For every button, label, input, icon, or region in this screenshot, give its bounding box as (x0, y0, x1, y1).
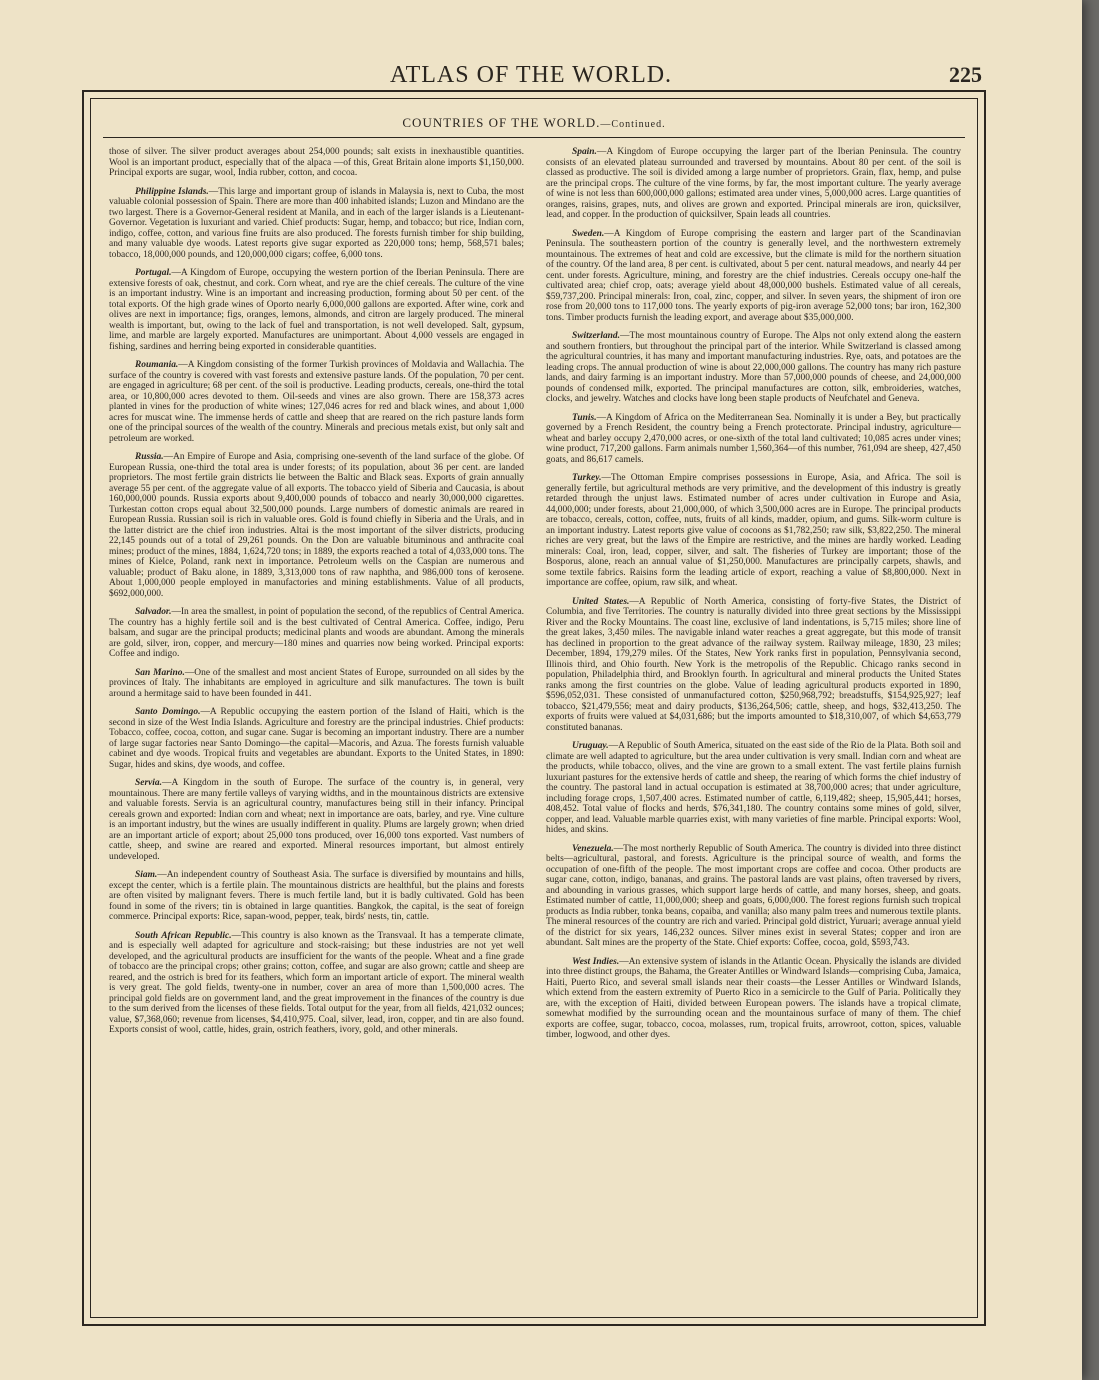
page-frame (82, 90, 986, 1326)
entry-text: An extensive system of islands in the Atlantic Ocean. Physically the islands are divided into three distinct groups, the Bahama, the Greater Antilles or Windward Islands—comprising Cuba, Jamaica, Haiti, Puerto Rico, and several small islands near their coasts—the Lesser Antilles or Windward Islands, which extend from the eastern extremity of Puerto Rico in a semicircle to the Gulf of Paria. Politically they are, with the exception of Haiti, divided between European powers. The islands have a tropical climate, somewhat modified by the surrounding ocean and the mountainous surface of many of them. The chief exports are coffee, sugar, tobacco, cocoa, molasses, rum, tropical fruits, arrowroot, cotton, spices, valuable timber, logwood, and other dyes. (546, 956, 961, 1040)
entry: Turkey.—The Ottoman Empire comprises possessions in Europe, Asia, and Africa. The soil is generally fertile, but agricultural methods are very primitive, and the development of this industry is greatly retarded through the unjust laws. Estimated number of acres under cultivation in Europe and Asia, 44,000,000; under forests, about 21,000,000, of which 3,500,000 acres are in Europe. The principal products are tobacco, cereals, cotton, coffee, nuts, fruits of all kinds, madder, opium, and gums. Silk-worm culture is an important industry. Latest reports give value of cocoons as $1,782,250; raw silk, $3,822,250. The mineral riches are very great, but the laws of the Empire are restrictive, and the mines are hardly worked. Leading minerals: Coal, iron, lead, copper, silver, and salt. The fisheries of Turkey are important; those of the Bosporus, alone, reach an annual value of $1,250,000. Manufactures are principally carpets, shawls, and some textile fabrics. Raisins form the leading article of export, reaching a value of $8,800,000. Next in importance are coffee, opium, raw silk, and wheat. (546, 473, 961, 588)
entry-text: An independent country of Southeast Asia. The surface is diversified by mountains and hills, except the center, which is a fertile plain. The mountainous districts are healthful, but the plains and forests are often visited by malignant fevers. There is much fertile land, but it is badly cultivated. Gold has been found in some of the rivers; tin is obtained in large quantities. Bangkok, the capital, is the seat of foreign commerce. Principal exports: Rice, sapan-wood, pepper, teak, birds' nests, tin, cattle. (109, 870, 524, 922)
section-title-continued: —Continued. (600, 119, 666, 130)
entry-text: One of the smallest and most ancient States of Europe, surrounded on all sides by the provinces of Italy. The inhabitants are employed in agriculture and silk manufactures. The town is built around a hermitage said to have been founded in 441. (109, 667, 524, 699)
entry-name: Russia. (135, 452, 164, 462)
entry-text: A Kingdom of Europe comprising the eastern and larger part of the Scandinavian Peninsula. The southeastern portion of the country is generally level, and the northwestern extremely mountainous. The extremes of heat and cold are excessive, but the climate is mild for the northern situation of the country. Of the land area, 8 per cent. is cultivated, about 5 per cent. natural meadows, and nearly 44 per cent. under forests. Agriculture, mining, and forestry are the chief industries. Cereals occupy one-half the cultivated area; chief crop, oats; average yield about 48,000,000 bushels. Estimated value of all cereals, $59,737,200. Principal minerals: Iron, coal, zinc, copper, and silver. In seven years, the shipment of iron ore rose from 20,000 tons to 117,000 tons. The yearly exports of pig-iron average 52,000 tons; bar iron, 162,300 tons. Timber products furnish the leading export, and average about $35,000,000. (546, 228, 961, 323)
entry-text: An Empire of Europe and Asia, comprising one-seventh of the land surface of the globe. Of European Russia, one-third the total area is under forests; of its population, about 36 per cent. are landed proprietors. The most fertile grain districts lie between the Baltic and Black seas. Exports of grain annually average 55 per cent. of the aggregate value of all exports. The tobacco yield of Siberia and Caucasia, is about 160,000,000 pounds. Russia exports about 9,400,000 pounds of tobacco and nearly 30,000,000 cigarettes. Turkestan cotton crops equal about 32,500,000 pounds. Large numbers of domestic animals are reared in European Russia. Russian soil is rich in valuable ores. Gold is found chiefly in Siberia and the Urals, and in the latter district are the chief iron industries. Altai is the most important of the silver districts, producing 22,145 pounds out of a total of 29,261 pounds. On the Don are valuable bituminous and anthracite coal mines; product of the mines, 1884, 1,624,720 tons; in 1889, the exports reached a total of 4,033,000 tons. The mines of Kielce, Poland, rank next in importance. Petroleum wells on the Caspian are numerous and valuable; product of Baku alone, in 1889, 3,313,000 tons of raw naphtha, and 986,000 tons of kerosene. About 1,000,000 people employed in manufactories and mining establishments. Value of all products, $692,000,000. (109, 452, 524, 599)
entry-text: This large and important group of islands in Malaysia is, next to Cuba, the most valuable colonial possession of Spain. There are more than 400 inhabited islands; Luzon and Mindano are the two largest. There is a Governor-General resident at Manila, and in each of the larger islands is a Lieutenant-Governor. Vegetation is luxuriant and varied. Chief products: Sugar, hemp, and tobacco; but rice, Indian corn, indigo, coffee, cotton, and various fine fruits are also produced. The forests furnish timber for ship building, and many valuable dye woods. Latest reports give sugar exported as 220,000 tons; hemp, 568,571 bales; tobacco, 18,000,000 pounds, and 120,000,000 cigars; coffee, 6,000 tons. (109, 186, 524, 260)
entry-name: Spain. (572, 147, 597, 157)
entry-text: In area the smallest, in point of population the second, of the republics of Central America. The country has a highly fertile soil and is the best cultivated of Central America. Coffee, indigo, Peru balsam, and sugar are the principal products; medicinal plants and woods are abundant. Among the minerals are gold, silver, iron, copper, and mercury—180 mines and quarries now being worked. Principal exports: Coffee and indigo. (109, 607, 524, 659)
entry-name: Turkey. (572, 473, 602, 483)
entry: Russia.—An Empire of Europe and Asia, comprising one-seventh of the land surface of the globe. Of European Russia, one-third the total area is under forests; of its population, about 36 per cent. are landed proprietors. The most fertile grain districts lie between the Baltic and Black seas. Exports of grain annually average 55 per cent. of the aggregate value of all exports. The tobacco yield of Siberia and Caucasia, is about 160,000,000 pounds. Russia exports about 9,400,000 pounds of tobacco and nearly 30,000,000 cigarettes. Turkestan cotton crops equal about 32,500,000 pounds. Large numbers of domestic animals are reared in European Russia. Russian soil is rich in valuable ores. Gold is found chiefly in Siberia and the Urals, and in the latter district are the chief iron industries. Altai is the most important of the silver districts, producing 22,145 pounds out of a total of 29,261 pounds. On the Don are valuable bituminous and anthracite coal mines; product of the mines, 1884, 1,624,720 tons; in 1889, the exports reached a total of 4,033,000 tons. The mines of Kielce, Poland, rank next in importance. Petroleum wells on the Caspian are numerous and valuable; product of Baku alone, in 1889, 3,313,000 tons of raw naphtha, and 986,000 tons of kerosene. About 1,000,000 people employed in manufactories and mining establishments. Value of all products, $692,000,000. (109, 452, 524, 599)
entry: Roumania.—A Kingdom consisting of the former Turkish provinces of Moldavia and Wallachia. The surface of the country is covered with vast forests and extensive pasture lands. Of the population, 70 per cent. are engaged in agriculture; 68 per cent. of the soil is productive. Leading products, cereals, one-third the total area, or 10,800,000 acres devoted to them. Oil-seeds and vines are also grown. There are 158,373 acres planted in vines for the production of white wines; 127,046 acres for red and black wines, and about 1,000 acres for muscat wine. The immense herds of cattle and sheep that are reared on the rich pasture lands form one of the principal sources of the wealth of the country. Minerals and precious metals exist, but only salt and petroleum are worked. (109, 360, 524, 444)
running-head (80, 62, 982, 92)
running-title: ATLAS OF THE WORLD. (389, 62, 673, 88)
entry: Servia.—A Kingdom in the south of Europe. The surface of the country is, in general, very mountainous. There are many fertile valleys of varying widths, and in the mountainous districts are extensive and valuable forests. Servia is an agricultural country, manufactures being still in their infancy. Principal cereals grown and exported: Indian corn and wheat; next in importance are oats, barley, and rye. Vine culture is an important industry, but the wines are usually indifferent in quality. Plums are largely grown; when dried are an important article of export; about 25,000 tons produced, over 16,000 tons exported. Vast numbers of cattle, sheep, and swine are reared and exported. Mineral resources important, but almost entirely undeveloped. (109, 778, 524, 862)
page-number: 225 (949, 62, 982, 87)
entry-name: United States. (572, 596, 630, 607)
entry-text: A Republic of South America, situated on the east side of the Rio de la Plata. Both soil and climate are well adapted to agriculture, but the area under cultivation is very small. Indian corn and wheat are the products, while tobacco, olives, and the vine are grown to a small extent. The vast fertile plains furnish luxuriant pastures for the extensive herds of cattle and sheep, the rearing of which forms the chief industry of the country. The pastoral land in actual occupation is estimated at 38,700,000 acres; that under agriculture, including forage crops, 1,507,400 acres. Estimated number of cattle, 6,119,482; sheep, 15,905,441; horses, 408,452. Total value of flocks and herds, $76,341,180. The country contains some mines of gold, silver, copper, and lead. Valuable marble quarries exist, with many varieties of fine marble. Principal exports: Wool, hides, and skins. (546, 741, 961, 835)
title-divider (103, 137, 965, 138)
entry: Tunis.—A Kingdom of Africa on the Mediterranean Sea. Nominally it is under a Bey, but practically governed by a French Resident, the country being a French protectorate. Principal industry, agriculture—wheat and barley occupy 2,470,000 acres, or one-sixth of the total land cultivated; 10,085 acres under vines; wine product, 717,200 gallons. Farm animals number 1,560,364—of this number, 761,094 are sheep, 427,450 goats, and 86,617 camels. (546, 412, 961, 465)
entry: Philippine Islands.—This large and important group of islands in Malaysia is, next to Cuba, the most valuable colonial possession of Spain. There are more than 400 inhabited islands; Luzon and Mindano are the two largest. There is a Governor-General resident at Manila, and in each of the larger islands is a Lieutenant-Governor. Vegetation is luxuriant and varied. Chief products: Sugar, hemp, and tobacco; but rice, Indian corn, indigo, coffee, cotton, and various fine fruits are also produced. The forests furnish timber for ship building, and many valuable dye woods. Latest reports give sugar exported as 220,000 tons; hemp, 568,571 bales; tobacco, 18,000,000 pounds, and 120,000,000 cigars; coffee, 6,000 tons. (109, 186, 524, 260)
entry-name: Sweden. (572, 228, 605, 239)
continuation-paragraph: those of silver. The silver product averages about 254,000 pounds; salt exists in inexhaustible quantities. Wool is an important product, especially that of the alpaca —of this, Great Britain alone imports $1,150,000. Principal exports are sugar, wool, India rubber, cotton, and cocoa. (109, 147, 524, 178)
entry: West Indies.—An extensive system of islands in the Atlantic Ocean. Physically the islands are divided into three distinct groups, the Bahama, the Greater Antilles or Windward Islands—comprising Cuba, Jamaica, Haiti, Puerto Rico, and several small islands near their coasts—the Lesser Antilles or Windward Islands, which extend from the eastern extremity of Puerto Rico in a semicircle to the Gulf of Paria. Politically they are, with the exception of Haiti, divided between European powers. The islands have a tropical climate, somewhat modified by the surrounding ocean and the mountainous surface of many of them. The chief exports are coffee, sugar, tobacco, cocoa, molasses, rum, tropical fruits, arrowroot, cotton, spices, valuable timber, logwood, and other dyes. (546, 956, 961, 1040)
entry-name: Philippine Islands. (135, 186, 209, 197)
section-title-text: COUNTRIES OF THE WORLD. (402, 115, 601, 130)
left-column (109, 147, 524, 1301)
entry: Venezuela.—The most northerly Republic of South America. The country is divided into three distinct belts—agricultural, pastoral, and forests. Agriculture is the principal source of wealth, and forms the occupation of one-fifth of the people. The most important crops are coffee and cocoa. Other products are sugar cane, cotton, indigo, bananas, and grains. The pastoral lands are vast plains, often traversed by rivers, and abounding in various grasses, which support large herds of cattle, and many horses, sheep, and goats. Estimated number of cattle, 11,000,000; sheep and goats, 6,000,000. The forest regions furnish such tropical products as India rubber, tonka beans, copaiba, and vanilla; also many palm trees and numerous textile plants. The mineral resources of the country are rich and varied. Principal gold district, Yuruari; average annual yield of the district for six years, 146,232 ounces. Silver mines exist in several States; copper and iron are abundant. Salt mines are the property of the State. Chief exports: Coffee, cocoa, gold, $593,743. (546, 843, 961, 948)
entry-name: Venezuela. (572, 843, 614, 854)
entry: United States.—A Republic of North America, consisting of forty-five States, the District of Columbia, and five Territories. The country is naturally divided into three great sections by the Mississippi River and the Rocky Mountains. The coast line, exclusive of land indentations, is 5,715 miles; shore line of the great lakes, 3,450 miles. The navigable inland water reaches a great aggregate, but this mode of transit has declined in proportion to the great advance of the railway system. Railway mileage, 1830, 23 miles; December, 1894, 179,279 miles. Of the States, New York ranks first in population, Pennsylvania second, Illinois third, and Ohio fourth. New York is the metropolis of the Republic. Chicago ranks second in population, Philadelphia third, and Brooklyn fourth. In agricultural and mineral products the United States ranks among the first countries on the globe. Value of leading agricultural products exported in 1890, $596,052,031. These consisted of unmanufactured cotton, $250,968,792; breadstuffs, $154,925,927; leaf tobacco, $21,479,556; meat and dairy products, $136,264,506; cattle, sheep, and hogs, $32,413,250. The exports of fruits were valued at $4,031,686; but the imports amounted to $18,310,007, of which $4,653,779 constituted bananas. (546, 596, 961, 733)
entry-name: Servia. (135, 778, 162, 788)
section-title (91, 115, 977, 131)
entry-text: The Ottoman Empire comprises possessions in Europe, Asia, and Africa. The soil is generally fertile, but agricultural methods are very primitive, and the development of this industry is greatly retarded through the unjust laws. Estimated number of acres under cultivation in Europe and Asia, 44,000,000; under forests, about 21,000,000, of which 3,500,000 acres are in Europe. The principal products are tobacco, cereals, cotton, coffee, nuts, fruits of all kinds, madder, opium, and gums. Silk-worm culture is an important industry. Latest reports give value of cocoons as $1,782,250; raw silk, $3,822,250. The mineral riches are very great, but the laws of the Empire are restrictive, and the mines are hardly worked. Leading minerals: Coal, iron, lead, copper, silver, and salt. The fisheries of Turkey are important; those of the Bosporus, alone, reach an annual value of $1,250,000. Manufactures are principally carpets, shawls, and some textile fabrics. Raisins form the leading article of export, reaching a value of $8,800,000. Next in importance are coffee, opium, raw silk, and wheat. (546, 473, 961, 588)
entry: Sweden.—A Kingdom of Europe comprising the eastern and larger part of the Scandinavian Peninsula. The southeastern portion of the country is generally level, and the northwestern extremely mountainous. The extremes of heat and cold are excessive, but the climate is mild for the northern situation of the country. Of the land area, 8 per cent. is cultivated, about 5 per cent. natural meadows, and nearly 44 per cent. under forests. Agriculture, mining, and forestry are the chief industries. Cereals occupy one-half the cultivated area; chief crop, oats; average yield about 48,000,000 bushels. Estimated value of all cereals, $59,737,200. Principal minerals: Iron, coal, zinc, copper, and silver. In seven years, the shipment of iron ore rose from 20,000 tons to 117,000 tons. The yearly exports of pig-iron average 52,000 tons; bar iron, 162,300 tons. Timber products furnish the leading export, and average about $35,000,000. (546, 228, 961, 323)
entry-name: Portugal. (135, 268, 172, 278)
entry: Portugal.—A Kingdom of Europe, occupying the western portion of the Iberian Peninsula. There are extensive forests of oak, chestnut, and cork. Corn wheat, and rye are the chief cereals. The culture of the vine is an important industry. Wine is an important and increasing production, forming about 50 per cent. of the total exports. Of the high grade wines of Oporto nearly 6,000,000 gallons are exported. After wine, cork and olives are next in importance; figs, oranges, lemons, almonds, and citron are largely produced. The mineral wealth is important, but, owing to the lack of fuel and transportation, is not well developed. Salt, gypsum, lime, and marble are largely exported. Manufactures are unimportant. About 4,000 vessels are engaged in fishing, sardines and herring being exported in considerable quantities. (109, 268, 524, 352)
entry-text: A Kingdom of Europe occupying the larger part of the Iberian Peninsula. The country consists of an elevated plateau surrounded and traversed by mountains. About 80 per cent. of the soil is classed as productive. The soil is divided among a large number of proprietors. Grain, flax, hemp, and pulse are the principal crops. The culture of the vine forms, by far, the most important culture. The yearly average of wine is not less than 600,000,000 gallons; estimated area under vines, 5,000,000 acres. Large quantities of oranges, raisins, grapes, nuts, and olives are grown and exported. Principal minerals are iron, quicksilver, lead, and copper. In the production of quicksilver, Spain leads all countries. (546, 147, 961, 220)
entry-text: A Kingdom of Europe, occupying the western portion of the Iberian Peninsula. There are extensive forests of oak, chestnut, and cork. Corn wheat, and rye are the chief cereals. The culture of the vine is an important industry. Wine is an important and increasing production, forming about 50 per cent. of the total exports. Of the high grade wines of Oporto nearly 6,000,000 gallons are exported. After wine, cork and olives are next in importance; figs, oranges, lemons, almonds, and citron are largely produced. The mineral wealth is important, but, owing to the lack of fuel and transportation, is not well developed. Salt, gypsum, lime, and marble are largely exported. Manufactures are unimportant. About 4,000 vessels are engaged in fishing, sardines and herring being exported in considerable quantities. (109, 268, 524, 352)
entry: Salvador.—In area the smallest, in point of population the second, of the republics of Central America. The country has a highly fertile soil and is the best cultivated of Central America. Coffee, indigo, Peru balsam, and sugar are the principal products; medicinal plants and woods are abundant. Among the minerals are gold, silver, iron, copper, and mercury—180 mines and quarries now being worked. Principal exports: Coffee and indigo. (109, 607, 524, 659)
entry-name: Tunis. (572, 412, 597, 423)
entry-text: The most mountainous country of Europe. The Alps not only extend along the eastern and southern frontiers, but throughout the principal part of the interior. While Switzerland is classed among the agricultural countries, it has many and important manufacturing industries. Rye, oats, and potatoes are the leading crops. The annual production of wine is about 22,000,000 gallons. The country has many rich pasture lands, and dairy farming is an important industry. More than 57,000,000 pounds of cheese, and 24,000,000 pounds of condensed milk, exported. The principal manufactures are cotton, silk, embroideries, watches, clocks, and jewelry. Watches and clocks have long been staple products of Neufchatel and Geneva. (546, 331, 961, 404)
entry-name: Uruguay. (572, 741, 609, 751)
entry: Spain.—A Kingdom of Europe occupying the larger part of the Iberian Peninsula. The country consists of an elevated plateau surrounded and traversed by mountains. About 80 per cent. of the soil is classed as productive. The soil is divided among a large number of proprietors. Grain, flax, hemp, and pulse are the principal crops. The culture of the vine forms, by far, the most important culture. The yearly average of wine is not less than 600,000,000 gallons; estimated area under vines, 5,000,000 acres. Large quantities of oranges, raisins, grapes, nuts, and olives are grown and exported. Principal minerals are iron, quicksilver, lead, and copper. In the production of quicksilver, Spain leads all countries. (546, 147, 961, 220)
text-columns (109, 147, 961, 1301)
entry-text: A Kingdom consisting of the former Turkish provinces of Moldavia and Wallachia. The surface of the country is covered with vast forests and extensive pasture lands. Of the population, 70 per cent. are engaged in agriculture; 68 per cent. of the soil is productive. Leading products, cereals, one-third the total area, or 10,800,000 acres devoted to them. Oil-seeds and vines are also grown. There are 158,373 acres planted in vines for the production of white wines; 127,046 acres for red and black wines, and about 1,000 acres for muscat wine. The immense herds of cattle and sheep that are reared on the rich pasture lands form one of the principal sources of the wealth of the country. Minerals and precious metals exist, but only salt and petroleum are worked. (109, 360, 524, 444)
entry-name: South African Republic. (135, 930, 232, 941)
entry-name: Salvador. (135, 607, 172, 617)
entry: Santo Domingo.—A Republic occupying the eastern portion of the Island of Haiti, which is the second in size of the West India Islands. Agriculture and forestry are the principal industries. Chief products: Tobacco, coffee, cocoa, cotton, and sugar cane. Sugar is becoming an important industry. There are a number of large sugar factories near Santo Domingo—the capital—Macoris, and Azua. The forests furnish valuable cabinet and dye woods. Tropical fruits and vegetables are abundant. Exports to the United States, in 1890: Sugar, hides and skins, dye woods, and coffee. (109, 707, 524, 770)
entry-name: San Marino. (135, 667, 185, 678)
entry-text: This country is also known as the Transvaal. It has a temperate climate, and is especially well adapted for agriculture and stock-raising; but these industries are not yet well developed, and the agricultural products are insufficient for the wants of the people. Wheat and a fine grade of tobacco are the principal crops; other grains; cotton, coffee, and sugar are also grown; cattle and sheep are reared, and the ostrich is bred for its feathers, which form an important article of export. The mineral wealth is very great. The gold fields, twenty-one in number, cover an area of more than 1,500,000 acres. The principal gold fields are on government land, and the great improvement in the finances of the country is due to the sum derived from the licenses of these fields. Total output for the year, from all fields, 421,032 ounces; value, $7,368,060; revenue from licenses, $4,410,975. Coal, silver, lead, iron, copper, and tin are also found. Exports consist of wool, cattle, hides, grain, ostrich feathers, ivory, gold, and other minerals. (109, 930, 524, 1035)
entry-name: Roumania. (135, 360, 179, 370)
entry: Switzerland.—The most mountainous country of Europe. The Alps not only extend along the eastern and southern frontiers, but throughout the principal part of the interior. While Switzerland is classed among the agricultural countries, it has many and important manufacturing industries. Rye, oats, and potatoes are the leading crops. The annual production of wine is about 22,000,000 gallons. The country has many rich pasture lands, and dairy farming is an important industry. More than 57,000,000 pounds of cheese, and 24,000,000 pounds of condensed milk, exported. The principal manufactures are cotton, silk, embroideries, watches, clocks, and jewelry. Watches and clocks have long been staple products of Neufchatel and Geneva. (546, 331, 961, 404)
entry-text: A Republic of North America, consisting of forty-five States, the District of Columbia, and five Territories. The country is naturally divided into three great sections by the Mississippi River and the Rocky Mountains. The coast line, exclusive of land indentations, is 5,715 miles; shore line of the great lakes, 3,450 miles. The navigable inland water reaches a great aggregate, but this mode of transit has declined in proportion to the great advance of the railway system. Railway mileage, 1830, 23 miles; December, 1894, 179,279 miles. Of the States, New York ranks first in population, Pennsylvania second, Illinois third, and Ohio fourth. New York is the metropolis of the Republic. Chicago ranks second in population, Philadelphia third, and Brooklyn fourth. In agricultural and mineral products the United States ranks among the first countries on the globe. Value of leading agricultural products exported in 1890, $596,052,031. These consisted of unmanufactured cotton, $250,968,792; breadstuffs, $154,925,927; leaf tobacco, $21,479,556; meat and dairy products, $136,264,506; cattle, sheep, and hogs, $32,413,250. The exports of fruits were valued at $4,031,686; but the imports amounted to $18,310,007, of which $4,653,779 constituted bananas. (546, 596, 961, 733)
entry: San Marino.—One of the smallest and most ancient States of Europe, surrounded on all sides by the provinces of Italy. The inhabitants are employed in agriculture and silk manufactures. The town is built around a hermitage said to have been founded in 441. (109, 667, 524, 699)
entry-name: Santo Domingo. (135, 707, 201, 717)
entry-text: The most northerly Republic of South America. The country is divided into three distinct belts—agricultural, pastoral, and forests. Agriculture is the principal source of wealth, and forms the occupation of one-fifth of the people. The most important crops are coffee and cocoa. Other products are sugar cane, cotton, indigo, bananas, and grains. The pastoral lands are vast plains, often traversed by rivers, and abounding in various grasses, which support large herds of cattle, and many horses, sheep, and goats. Estimated number of cattle, 11,000,000; sheep and goats, 6,000,000. The forest regions furnish such tropical products as India rubber, tonka beans, copaiba, and vanilla; also many palm trees and numerous textile plants. The mineral resources of the country are rich and varied. Principal gold district, Yuruari; average annual yield of the district for six years, 146,232 ounces. Silver mines exist in several States; copper and iron are abundant. Salt mines are the property of the State. Chief exports: Coffee, cocoa, gold, $593,743. (546, 843, 961, 948)
entry-name: West Indies. (572, 956, 620, 967)
entry-text: A Kingdom of Africa on the Mediterranean Sea. Nominally it is under a Bey, but practically governed by a French Resident, the country being a French protectorate. Principal industry, agriculture—wheat and barley occupy 2,470,000 acres, or one-sixth of the total land cultivated; 10,085 acres under vines; wine product, 717,200 gallons. Farm animals number 1,560,364—of this number, 761,094 are sheep, 427,450 goats, and 86,617 camels. (546, 412, 961, 465)
entry: South African Republic.—This country is also known as the Transvaal. It has a temperate climate, and is especially well adapted for agriculture and stock-raising; but these industries are not yet well developed, and the agricultural products are insufficient for the wants of the people. Wheat and a fine grade of tobacco are the principal crops; other grains; cotton, coffee, and sugar are also grown; cattle and sheep are reared, and the ostrich is bred for its feathers, which form an important article of export. The mineral wealth is very great. The gold fields, twenty-one in number, cover an area of more than 1,500,000 acres. The principal gold fields are on government land, and the great improvement in the finances of the country is due to the sum derived from the licenses of these fields. Total output for the year, from all fields, 421,032 ounces; value, $7,368,060; revenue from licenses, $4,410,975. Coal, silver, lead, iron, copper, and tin are also found. Exports consist of wool, cattle, hides, grain, ostrich feathers, ivory, gold, and other minerals. (109, 930, 524, 1035)
entry-text: A Republic occupying the eastern portion of the Island of Haiti, which is the second in size of the West India Islands. Agriculture and forestry are the principal industries. Chief products: Tobacco, coffee, cocoa, cotton, and sugar cane. Sugar is becoming an important industry. There are a number of large sugar factories near Santo Domingo—the capital—Macoris, and Azua. The forests furnish valuable cabinet and dye woods. Tropical fruits and vegetables are abundant. Exports to the United States, in 1890: Sugar, hides and skins, dye woods, and coffee. (109, 707, 524, 770)
entry-name: Siam. (135, 870, 158, 880)
right-column (546, 147, 961, 1301)
entry: Siam.—An independent country of Southeast Asia. The surface is diversified by mountains and hills, except the center, which is a fertile plain. The mountainous districts are healthful, but the plains and forests are often visited by malignant fevers. There is much fertile land, but it is badly cultivated. Gold has been found in some of the rivers; tin is obtained in large quantities. Bangkok, the capital, is the seat of foreign commerce. Principal exports: Rice, sapan-wood, pepper, teak, birds' nests, tin, cattle. (109, 870, 524, 922)
entry: Uruguay.—A Republic of South America, situated on the east side of the Rio de la Plata. Both soil and climate are well adapted to agriculture, but the area under cultivation is very small. Indian corn and wheat are the products, while tobacco, olives, and the vine are grown to a small extent. The vast fertile plains furnish luxuriant pastures for the extensive herds of cattle and sheep, the rearing of which forms the chief industry of the country. The pastoral land in actual occupation is estimated at 38,700,000 acres; that under agriculture, including forage crops, 1,507,400 acres. Estimated number of cattle, 6,119,482; sheep, 15,905,441; horses, 408,452. Total value of flocks and herds, $76,341,180. The country contains some mines of gold, silver, copper, and lead. Valuable marble quarries exist, with many varieties of fine marble. Principal exports: Wool, hides, and skins. (546, 741, 961, 835)
entry-name: Switzerland. (572, 331, 620, 341)
entry-text: A Kingdom in the south of Europe. The surface of the country is, in general, very mountainous. There are many fertile valleys of varying widths, and in the mountainous districts are extensive and valuable forests. Servia is an agricultural country, manufactures being still in their infancy. Principal cereals grown and exported: Indian corn and wheat; next in importance are oats, barley, and rye. Vine culture is an important industry, but the wines are usually indifferent in quality. Plums are largely grown; when dried are an important article of export; about 25,000 tons produced, over 16,000 tons exported. Vast numbers of cattle, sheep, and swine are reared and exported. Mineral resources important, but almost entirely undeveloped. (109, 778, 524, 862)
page-frame-inner (90, 98, 978, 1318)
